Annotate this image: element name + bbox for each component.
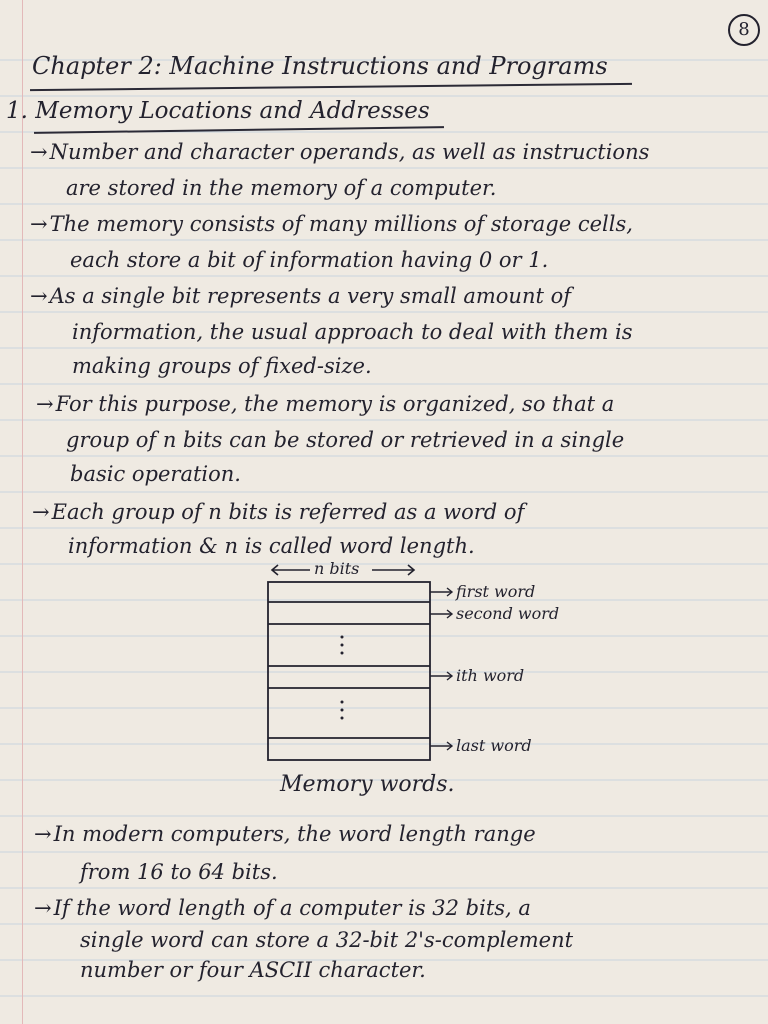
- word-label-second: second word: [456, 604, 560, 623]
- page-number: 8: [728, 14, 760, 46]
- arrow-icon: →: [30, 212, 48, 236]
- word-label-ith: ith word: [456, 666, 525, 685]
- text-line: basic operation.: [70, 462, 241, 486]
- memory-words-diagram: [262, 552, 602, 767]
- arrow-icon: →: [30, 140, 48, 164]
- arrow-icon: →: [30, 284, 48, 308]
- text-line: making groups of fixed-size.: [72, 354, 372, 378]
- arrow-icon: →: [34, 896, 52, 920]
- text-line: single word can store a 32-bit 2's-complement: [80, 928, 574, 952]
- bullet-line: →As a single bit represents a very small amount of: [30, 284, 572, 308]
- margin-line: [22, 0, 23, 1024]
- text-line: number or four ASCII character.: [80, 958, 426, 982]
- memory-block: [268, 582, 430, 760]
- arrow-icon: →: [34, 822, 52, 846]
- arrow-icon: →: [36, 392, 54, 416]
- arrow-icon: →: [32, 500, 50, 524]
- section-title: Memory Locations and Addresses: [35, 98, 430, 124]
- text-line: information & n is called word length.: [68, 534, 475, 558]
- bullet-line: →Number and character operands, as well as instructions: [30, 140, 650, 164]
- bullet-line: →For this purpose, the memory is organized, so that a: [36, 392, 615, 416]
- bullet-line: →In modern computers, the word length range: [34, 822, 536, 846]
- bullet-line: →If the word length of a computer is 32 bits, a: [34, 896, 531, 920]
- diagram-caption: Memory words.: [280, 772, 455, 797]
- text-line: each store a bit of information having 0 or 1.: [70, 248, 549, 272]
- text-line: group of n bits can be stored or retrieved in a single: [66, 428, 625, 452]
- text-line: information, the usual approach to deal with them is: [72, 320, 633, 344]
- word-label-last: last word: [456, 736, 532, 755]
- bullet-line: →Each group of n bits is referred as a word of: [32, 500, 525, 524]
- section-number: 1.: [6, 98, 28, 124]
- bullet-line: →The memory consists of many millions of storage cells,: [30, 212, 633, 236]
- word-pointers: [430, 588, 452, 750]
- ellipsis-dots: [341, 636, 344, 720]
- width-label: n bits: [314, 559, 360, 578]
- text-line: are stored in the memory of a computer.: [66, 176, 497, 200]
- word-label-first: first word: [456, 582, 536, 601]
- section-heading: [6, 98, 430, 124]
- chapter-title: Chapter 2: Machine Instructions and Programs: [32, 52, 608, 80]
- text-line: from 16 to 64 bits.: [80, 860, 278, 884]
